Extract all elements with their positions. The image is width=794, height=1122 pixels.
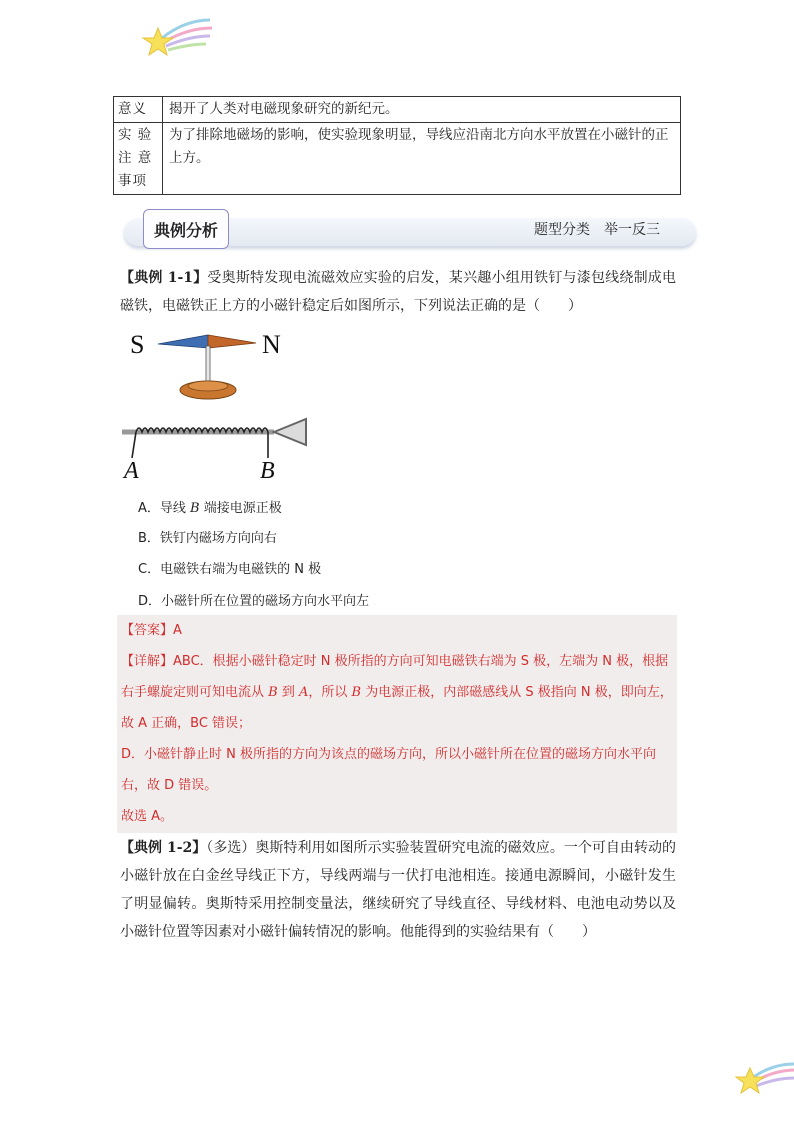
answer-panel [117, 615, 677, 833]
example-question [120, 264, 676, 320]
wire-a [132, 432, 136, 458]
notes-table [113, 96, 681, 195]
answer-final: 故选 A。 [121, 809, 174, 824]
needle-south [158, 335, 208, 348]
option-b: B．铁钉内磁场方向向右 [138, 531, 277, 546]
table-row [114, 123, 681, 195]
row-label: 意义 [114, 97, 163, 123]
shooting-star-icon [140, 14, 220, 58]
answer-line: 【答案】A [121, 623, 182, 638]
row-content: 为了排除地磁场的影响，使实验现象明显，导线应沿南北方向水平放置在小磁针的正上方。 [163, 123, 681, 195]
section-tag: 典例分析 [143, 209, 229, 249]
needle-north [208, 335, 256, 348]
label-s: S [130, 330, 145, 359]
example-text: 受奥斯特发现电流磁效应实验的启发，某兴趣小组用铁钉与漆包线绕制成电磁铁，电磁铁正上方的小磁针稳定后如图所示，下列说法正确的是（ ） [120, 270, 676, 314]
row-label [114, 123, 163, 195]
row-content: 揭开了人类对电磁现象研究的新纪元。 [163, 97, 681, 123]
section-subtitle: 题型分类 举一反三 [534, 222, 660, 238]
label-a: A [124, 458, 139, 484]
label-n: N [262, 330, 281, 359]
option-d: D．小磁针所在位置的磁场方向水平向左 [138, 594, 370, 609]
row-label-line: 实 验 [118, 127, 153, 143]
row-label-line: 事项 [118, 173, 147, 189]
electromagnet-figure [118, 322, 318, 484]
table-row [114, 97, 681, 123]
row-label-line: 注 意 [118, 150, 153, 166]
option-a: A．导线 B 端接电源正极 [138, 501, 282, 516]
shooting-star-icon [734, 1058, 794, 1098]
example-text: （多选）奥斯特利用如图所示实验装置研究电流的磁效应。一个可自由转动的小磁针放在白金丝导线正下方，导线两端与一伏打电池相连。接通电源瞬间，小磁针发生了明显偏转。奥斯特采用控制变量法，继续研究了导线直径、导线材料、电池电动势以及小磁针位置等因素对小磁针偏转情况的影响。他能得到的实验结果有（ ） [120, 840, 676, 940]
example-label: 【典例 1-1】 [120, 270, 208, 286]
nail-head [274, 419, 306, 445]
needle-pivot [206, 346, 210, 386]
answer-detail-d: D．小磁针静止时 N 极所指的方向为该点的磁场方向，所以小磁针所在位置的磁场方向水平向右，故 D 错误。 [121, 747, 657, 793]
example-label: 【典例 1-2】 [120, 840, 207, 856]
option-c: C．电磁铁右端为电磁铁的 N 极 [138, 562, 322, 577]
answer-detail: 【详解】ABC．根据小磁针稳定时 N 极所指的方向可知电磁铁右端为 S 极，左端为 N 极，根据右手螺旋定则可知电流从 B 到 A，所以 B 为电源正极，内部磁感线从 S 极指向 N 极，即向左，故 A 正确，BC 错误； [121, 654, 673, 731]
label-b: B [260, 458, 275, 484]
example-question [120, 834, 676, 946]
